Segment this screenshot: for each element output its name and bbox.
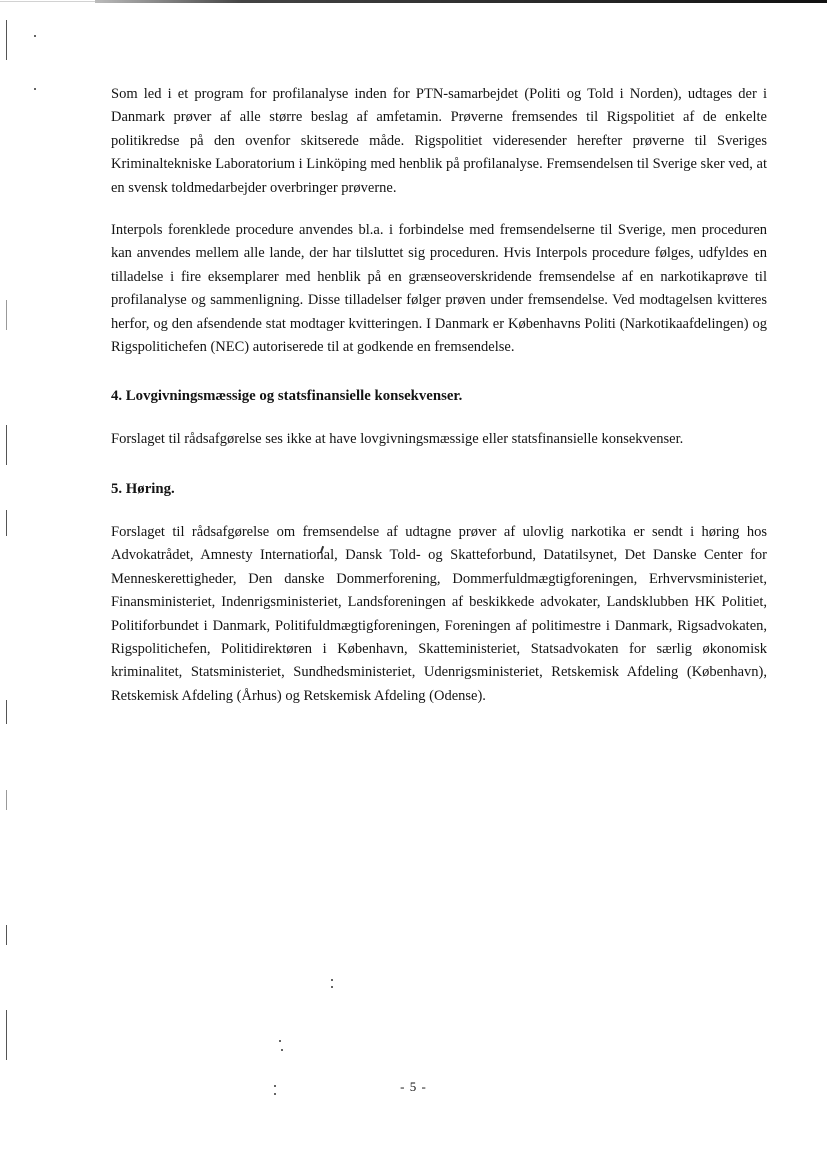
paragraph-hoering: Forslaget til rådsafgørelse om fremsendelse af udtagne prøver af ulovlig narkotika er sendt i høring hos Advokatrådet, Amnesty International, Dansk Told- og Skatteforbund, Datatilsynet, Det Danske Center for Menneskerettigheder, Den danske Dommerforening, Dommerfuldmægtigforeningen, Erhvervsministeriet, Finansministeriet, Indenrigsministeriet, Landsforeningen af beskikkede advokater, Landsklubben HK Politiet, Politiforbundet i Danmark, Politifuldmægtigforeningen, Foreningen af politimestre i Danmark, Rigsadvokaten, Rigspolitichefen, Politidirektøren i København, Skatteministeriet, Statsadvokaten for særlig økonomisk kriminalitet, Statsministeriet, Sundhedsministeriet, Udenrigsministeriet, Retskemisk Afdeling (København), Retskemisk Afdeling (Århus) og Retskemisk Afdeling (Odense). xyxy=(111,523,767,704)
scan-speck xyxy=(331,979,333,981)
section-heading-4: 4. Lovgivningsmæssige og statsfinansielle konsekvenser. xyxy=(111,388,463,405)
scan-speck xyxy=(281,1049,283,1051)
top-border-faint xyxy=(0,1,95,2)
scan-edge-mark xyxy=(6,700,7,724)
scan-speck xyxy=(34,88,36,90)
top-border-line xyxy=(95,0,827,3)
scan-edge-mark xyxy=(6,510,7,536)
scan-edge-mark xyxy=(6,1010,7,1060)
scan-edge-mark xyxy=(6,790,7,810)
scan-edge-mark xyxy=(6,20,7,60)
scan-edge-mark xyxy=(6,300,7,330)
paragraph-interpol-procedure: Interpols forenklede procedure anvendes bl.a. i forbindelse med fremsendelserne til Sverige, men proceduren kan anvendes mellem alle lande, der har tilsluttet sig proceduren. Hvis Interpols procedure følges, udfyldes en tilladelse i fire eksemplarer med henblik på en grænseoverskridende fremsendelse af en narkotikaprøve til profilanalyse og sammenligning. Disse tilladelser følger prøven under fremsendelse. Ved modtagelsen kvitteres herfor, og den afsendende stat modtager kvitteringen. I Danmark er Københavns Politi (Narkotikaafdelingen) og Rigspolitichefen (NEC) autoriserede til at godkende en fremsendelse. xyxy=(111,222,767,356)
document-body xyxy=(111,83,767,727)
scan-speck xyxy=(279,1040,281,1042)
paragraph-profilanalyse: Som led i et program for profilanalyse inden for PTN-samarbejdet (Politi og Told i Norden), udtages der i Danmark prøver af alle større beslag af amfetamin. Prøverne fremsendes til Rigspolitiet af de enkelte politikredse på den ovenfor skitserede måde. Rigspolitiet videresender herefter prøverne til Sveriges Kriminaltekniske Laboratorium i Linköping med henblik på profilanalyse. Fremsendelsen til Sverige sker ved, at en svensk toldmedarbejder overbringer prøverne. xyxy=(111,86,767,196)
scan-edge-mark xyxy=(6,925,7,945)
section-heading-5: 5. Høring. xyxy=(111,480,175,497)
scan-edge-mark xyxy=(6,425,7,465)
scan-speck xyxy=(34,35,36,37)
page-number: - 5 - xyxy=(400,1079,427,1094)
paragraph-konsekvenser: Forslaget til rådsafgørelse ses ikke at have lovgivningsmæssige eller statsfinansielle konsekvenser. xyxy=(111,431,684,448)
scan-speck xyxy=(331,986,333,988)
